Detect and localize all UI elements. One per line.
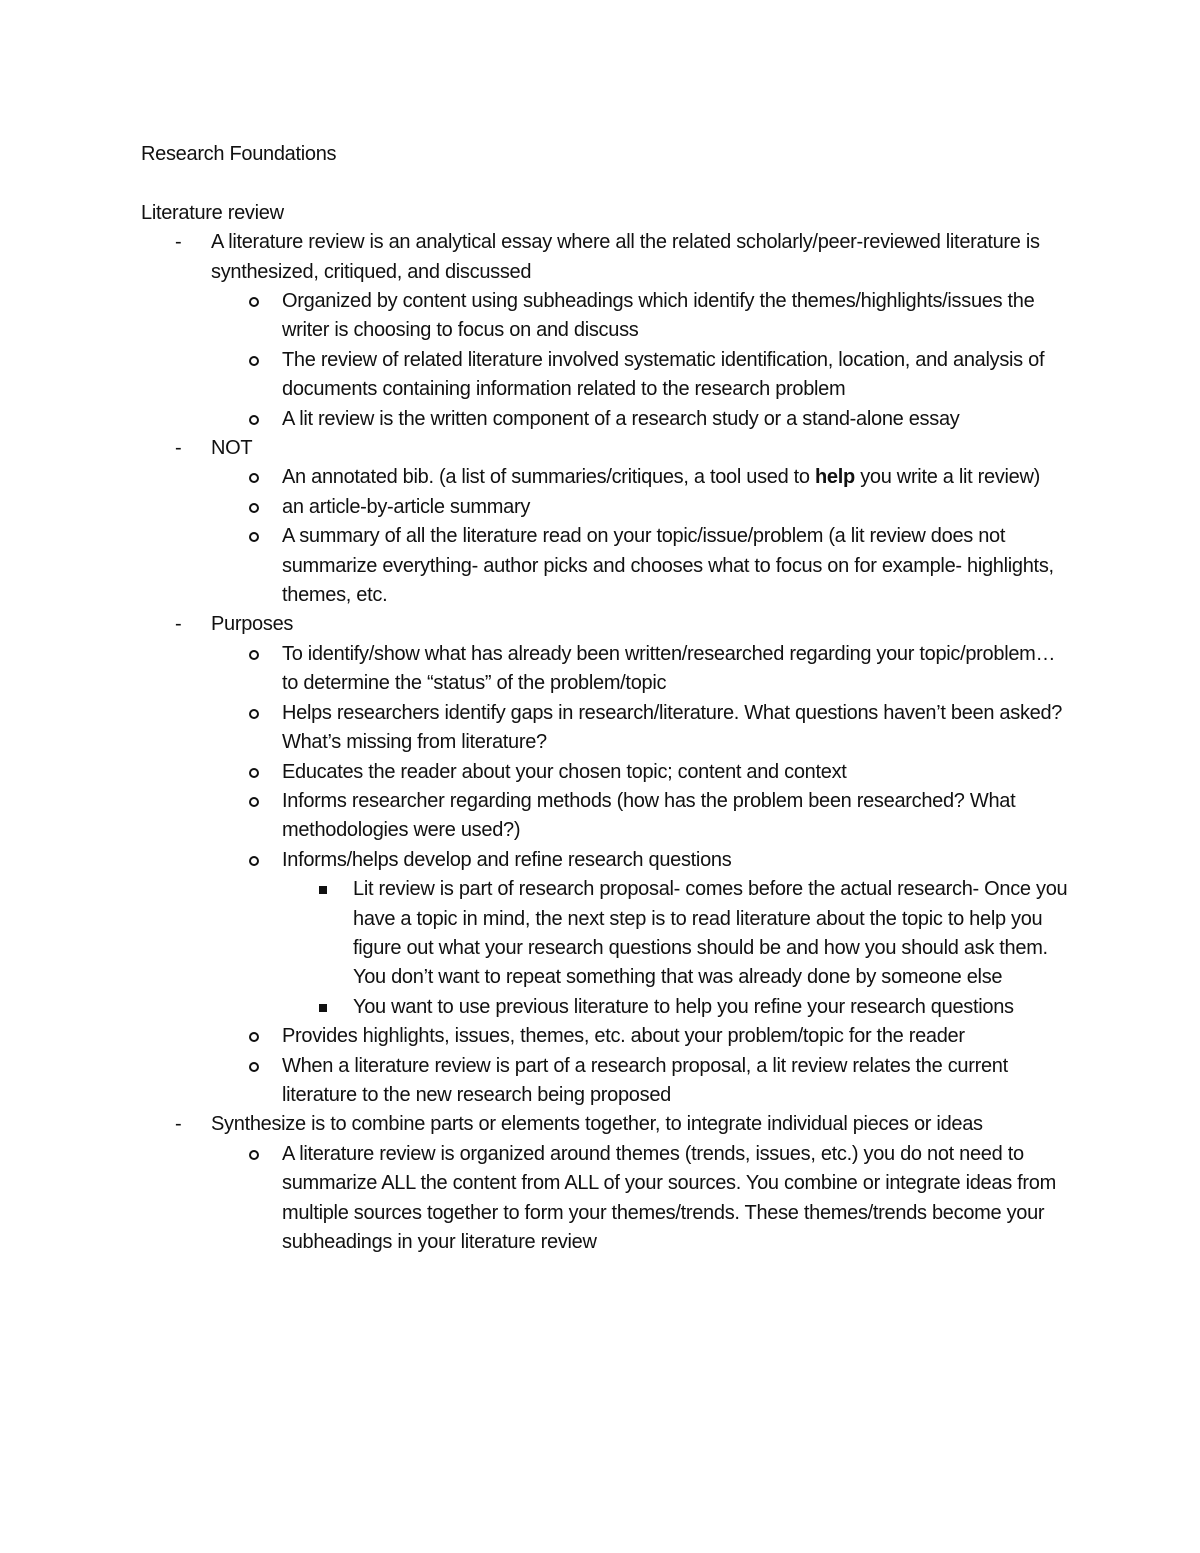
dash-bullet: - [175, 1113, 182, 1136]
list-item [141, 522, 1071, 610]
list-item [141, 434, 1071, 463]
list-item-text: Provides highlights, issues, themes, etc. about your problem/topic for the reader [282, 1025, 965, 1048]
list-item-text [282, 466, 1040, 488]
circle-bullet-icon [249, 532, 259, 542]
list-item-text: Informs researcher regarding methods (how has the problem been researched? What methodologies were used?) [282, 789, 1016, 842]
list-item-text: Educates the reader about your chosen topic; content and context [282, 760, 847, 783]
list-item-text-part: An annotated bib. (a list of summaries/critiques, a tool used to [282, 466, 816, 489]
list-item [141, 463, 1071, 492]
bold-emphasis: help [815, 466, 855, 489]
list-item [141, 846, 1071, 875]
list-item [141, 346, 1071, 405]
list-item [141, 993, 1071, 1022]
square-bullet-icon [319, 886, 327, 894]
circle-bullet-icon [249, 1062, 259, 1072]
list-item [141, 1022, 1071, 1051]
circle-bullet-icon [249, 1150, 259, 1160]
list-item-text: A literature review is an analytical essay where all the related scholarly/peer-reviewed literature is synthesized, critiqued, and discussed [211, 231, 1040, 283]
list-item-text: A lit review is the written component of a research study or a stand-alone essay [282, 407, 960, 430]
list-item [141, 1110, 1071, 1139]
list-item-text: You want to use previous literature to help you refine your research questions [353, 995, 1014, 1018]
list-item-text: A summary of all the literature read on your topic/issue/problem (a lit review does not summarize everything- author picks and chooses what to focus on for example- highlights, themes, etc. [282, 525, 1054, 607]
dash-bullet: - [175, 231, 182, 254]
list-item-text: Informs/helps develop and refine research questions [282, 848, 732, 871]
list-item [141, 758, 1071, 787]
circle-bullet-icon [249, 356, 259, 366]
circle-bullet-icon [249, 709, 259, 719]
list-item [141, 610, 1071, 639]
circle-bullet-icon [249, 768, 259, 778]
list-item-text: NOT [211, 437, 253, 460]
square-bullet-icon [319, 1004, 327, 1012]
list-item-text: Organized by content using subheadings which identify the themes/highlights/issues the writer is choosing to focus on and discuss [282, 290, 1035, 342]
circle-bullet-icon [249, 650, 259, 660]
list-item-text: an article-by-article summary [282, 495, 531, 518]
list-item [141, 699, 1071, 758]
list-item-text-part: you write a lit review) [854, 466, 1041, 489]
section-heading: Literature review [141, 201, 284, 224]
list-item [141, 493, 1071, 522]
circle-bullet-icon [249, 473, 259, 483]
circle-bullet-icon [249, 503, 259, 513]
list-item [141, 640, 1071, 699]
dash-bullet: - [175, 613, 182, 636]
list-item-text: Helps researchers identify gaps in research/literature. What questions haven’t been asked? What’s missing from literature? [282, 701, 1063, 754]
circle-bullet-icon [249, 297, 259, 307]
list-item-text: Synthesize is to combine parts or elements together, to integrate individual pieces or ideas [211, 1113, 983, 1136]
circle-bullet-icon [249, 415, 259, 425]
circle-bullet-icon [249, 1032, 259, 1042]
document-body [141, 140, 1071, 1257]
list-item [141, 405, 1071, 434]
document-title: Research Foundations [141, 143, 337, 165]
list-item-text: When a literature review is part of a research proposal, a lit review relates the current literature to the new research being proposed [282, 1054, 1008, 1106]
circle-bullet-icon [249, 797, 259, 807]
dash-bullet: - [175, 437, 182, 460]
list-item-text: Purposes [211, 613, 294, 636]
list-item-text: A literature review is organized around themes (trends, issues, etc.) you do not need to summarize ALL the content from ALL of your sources. You combine or integrate ideas from multiple sources together to form your themes/trends. These themes/trends become your subheadings in your literature review [282, 1142, 1056, 1254]
list-item [141, 1052, 1071, 1111]
list-item-text: To identify/show what has already been written/researched regarding your topic/problem… to determine the “status” of the problem/topic [282, 642, 1056, 695]
list-item [141, 1140, 1071, 1258]
list-item [141, 875, 1071, 993]
circle-bullet-icon [249, 856, 259, 866]
list-item-text: The review of related literature involved systematic identification, location, and analysis of documents containing information related to the research problem [282, 348, 1045, 401]
list-item [141, 287, 1071, 346]
list-item-text: Lit review is part of research proposal- comes before the actual research- Once you have a topic in mind, the next step is to read literature about the topic to help you figure out what your research questions should be and how you should ask them. You don’t want to repeat something that was already done by someone else [353, 878, 1068, 989]
list-item [141, 228, 1071, 287]
list-item [141, 787, 1071, 846]
